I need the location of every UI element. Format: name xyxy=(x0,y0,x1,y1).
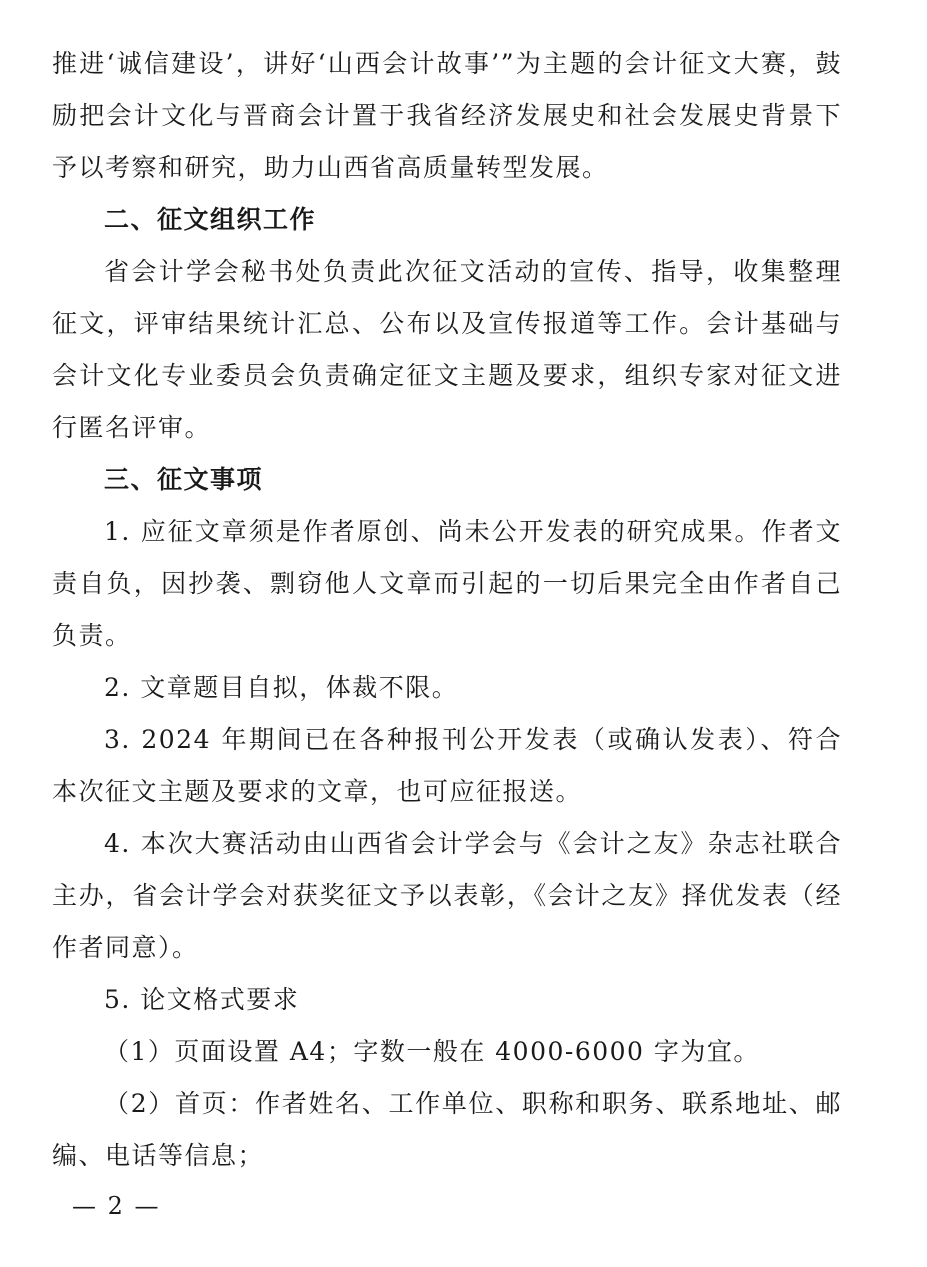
item-organizers: 4. 本次大赛活动由山西省会计学会与《会计之友》杂志社联合主办，省会计学会对获奖征文予以表彰，《会计之友》择优发表（经作者同意）。 xyxy=(52,829,842,962)
page-number: — 2 — xyxy=(72,1192,161,1220)
sub-item-page-setup: （1）页面设置 A4；字数一般在 4000-6000 字为宜。 xyxy=(104,1037,760,1066)
item-published-articles: 3. 2024 年期间已在各种报刊公开发表（或确认发表）、符合本次征文主题及要求的文章，也可应征报送。 xyxy=(52,725,842,806)
section-heading-matters: 三、征文事项 xyxy=(104,465,264,494)
paragraph-organization: 省会计学会秘书处负责此次征文活动的宣传、指导，收集整理征文，评审结果统计汇总、公布以及宣传报道等工作。会计基础与会计文化专业委员会负责确定征文主题及要求，组织专家对征文进行匿名评审。 xyxy=(52,257,842,442)
item-format-requirements: 5. 论文格式要求 xyxy=(104,985,300,1014)
sub-item-first-page: （2）首页：作者姓名、工作单位、职称和职务、联系地址、邮编、电话等信息； xyxy=(52,1089,842,1170)
item-title-genre: 2. 文章题目自拟，体裁不限。 xyxy=(104,673,459,702)
item-originality: 1. 应征文章须是作者原创、尚未公开发表的研究成果。作者文责自负，因抄袭、剽窃他人文章而引起的一切后果完全由作者自己负责。 xyxy=(52,517,842,650)
section-heading-organization: 二、征文组织工作 xyxy=(104,205,317,234)
paragraph-contest-theme: 推进‘诚信建设’，讲好‘山西会计故事’”为主题的会计征文大赛，鼓励把会计文化与晋商会计置于我省经济发展史和社会发展史背景下予以考察和研究，助力山西省高质量转型发展。 xyxy=(52,49,842,182)
